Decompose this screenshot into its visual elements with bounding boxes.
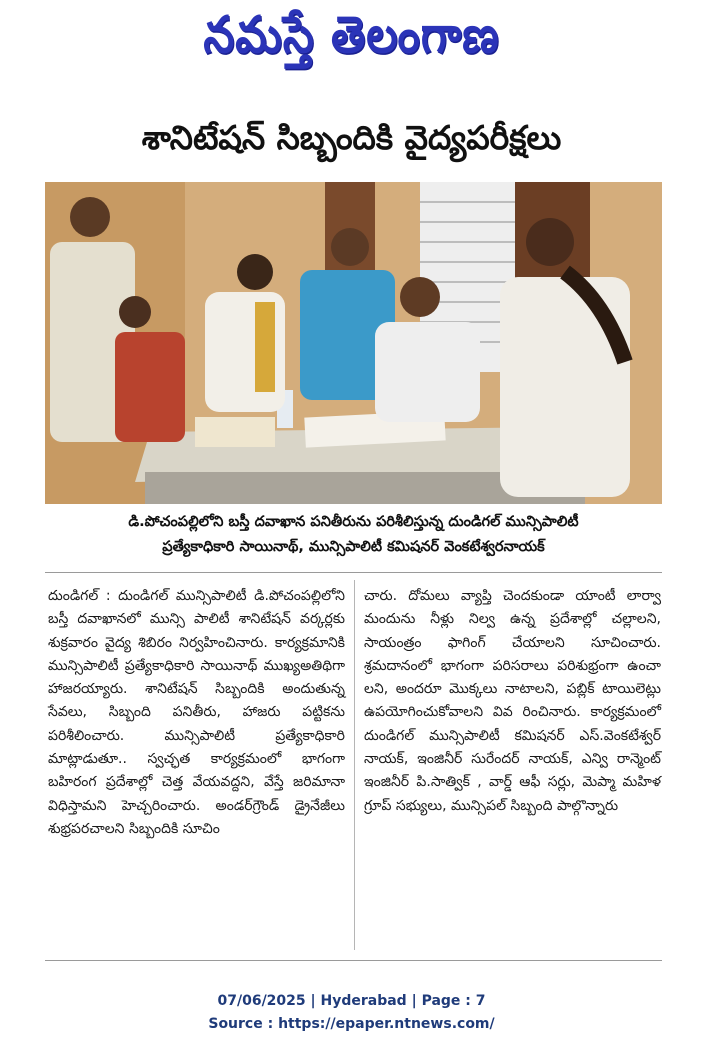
newspaper-logo: నమస్తే తెలంగాణ (203, 6, 500, 65)
footer-date-edition: 07/06/2025 | Hyderabad | Page : 7 (217, 993, 486, 1009)
body-paragraph-right: చారు. దోమలు వ్యాప్తి చెందకుండా యాంటీ లార్వా మందును నీళ్లు నిల్వ ఉన్న ప్రదేశాల్లో చల్లాలని, సాయంత్రం ఫాగింగ్ చేయాలని సూచించారు. శ్రమదానంలో భాగంగా పరిసరాలు పరిశుభ్రంగా ఉంచా లని, అందరూ మొక్కలు నాటాలని, పబ్లిక్ టాయిలెట్లు ఉపయోగించుకోవాలని వివ రించినారు. కార్యక్రమంలో దుండిగల్ మున్సిపాలిటీ కమిషనర్ ఎస్.వెంకటేశ్వర్ నాయక్, ఇంజినీర్ సురేందర్ నాయక్, ఎన్వి రాన్మెంట్ ఇంజినీర్ పి.సాత్విక్ , వార్డ్ ఆఫీ సర్లు, మెప్మా మహిళ గ్రూప్ సభ్యులు, మున్సిపల్ సిబ్బంది పాల్గొన్నారు (364, 588, 661, 814)
photo-caption (45, 510, 662, 560)
article-headline: శానిటేషన్ సిబ్బందికి వైద్యపరీక్షలు (141, 118, 562, 157)
body-paragraph-left: దుండిగల్ : దుండిగల్ మున్సిపాలిటీ డి.పోచంపల్లిలోని బస్తీ దవాఖానలో మున్సి పాలిటీ శానిటేషన్ వర్కర్లకు శుక్రవారం వైద్య శిబిరం నిర్వహించినారు. కార్యక్రమానికి మున్సిపాలిటీ ప్రత్యేకాధికారి సాయినాథ్ ముఖ్యఅతిథిగా హాజరయ్యారు. శానిటేషన్ సిబ్బందికి అందుతున్న సేవలు, సిబ్బంది పనితీరు, హాజరు పట్టికను పరిశీలించారు. మున్సిపాలిటీ ప్రత్యేకాధికారి మాట్లాడుతూ.. స్వచ్ఛత కార్యక్రమంలో భాగంగా బహిరంగ ప్రదేశాల్లో చెత్త వేయవద్దని, వేస్తే జరిమానా విధిస్తామని హెచ్చరించారు. అండర్‌గ్రౌండ్ డ్రైనేజీలు శుభ్రపరచాలని సిబ్బందికి సూచిం (48, 588, 345, 837)
caption-line-1: డి.పోచంపల్లిలోని బస్తీ దవాఖాన పనితీరును పరిశీలిస్తున్న దుండిగల్ మున్సిపాలిటీ (128, 514, 579, 530)
divider-bottom (45, 960, 662, 961)
article-body-left-column (48, 585, 345, 841)
caption-line-2: ప్రత్యేకాధికారి సాయినాథ్, మున్సిపాలిటీ కమిషనర్ వెంకటేశ్వరనాయక్ (162, 539, 545, 555)
article-photo (45, 182, 662, 504)
masthead (0, 6, 703, 66)
footer-source-link[interactable]: Source : https://epaper.ntnews.com/ (208, 1016, 495, 1032)
divider-top (45, 572, 662, 573)
article-body-right-column (364, 585, 661, 818)
column-divider (354, 580, 355, 950)
